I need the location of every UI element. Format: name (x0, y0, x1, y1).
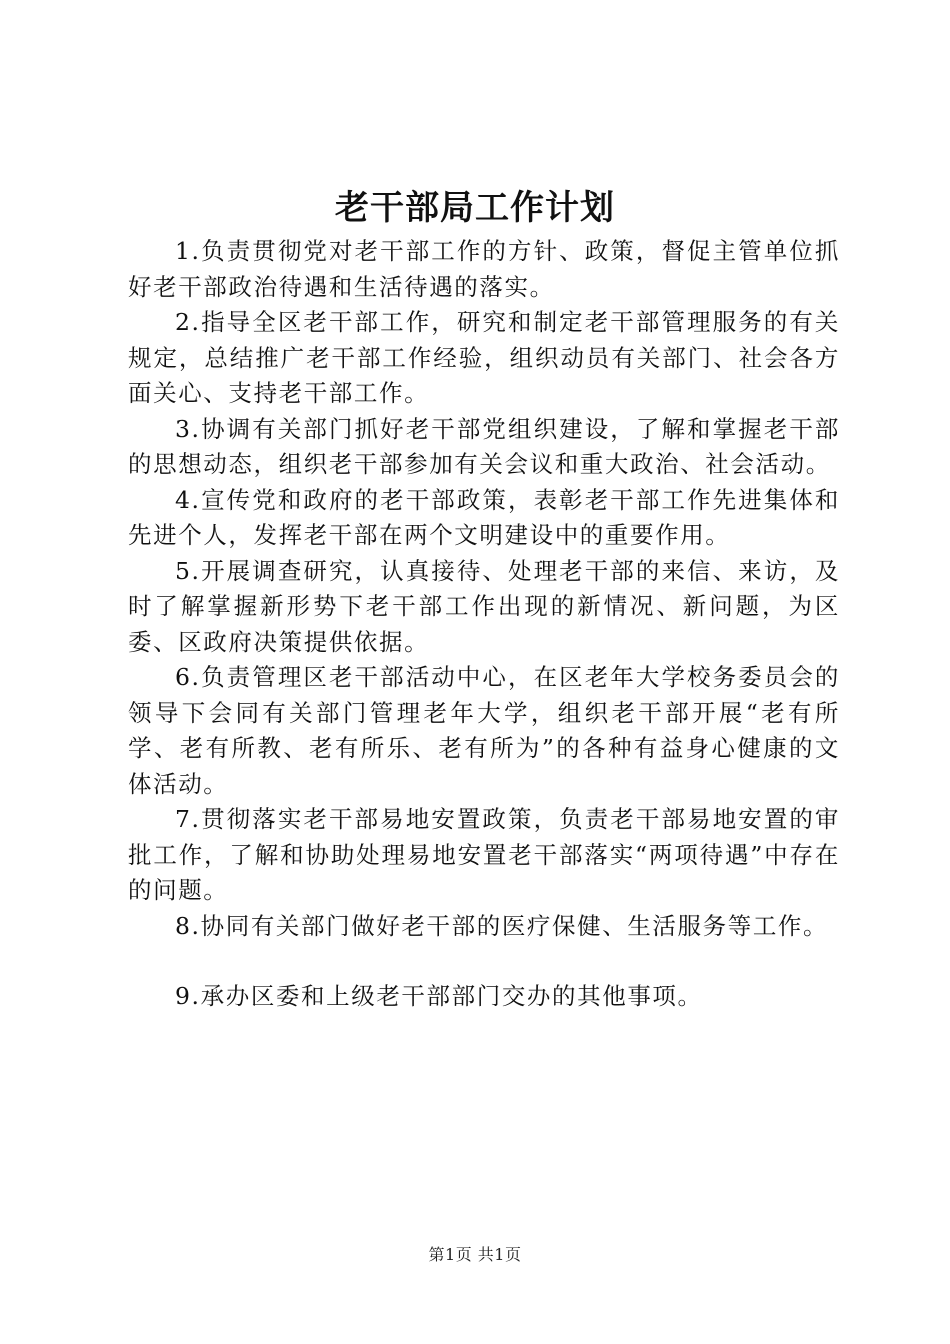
paragraph-1: 1.负责贯彻党对老干部工作的方针、政策，督促主管单位抓好老干部政治待遇和生活待遇的落实。 (128, 237, 840, 301)
paragraph-3: 3.协调有关部门抓好老干部党组织建设，了解和掌握老干部的思想动态，组织老干部参加有关会议和重大政治、社会活动。 (128, 414, 840, 478)
paragraph-2: 2.指导全区老干部工作，研究和制定老干部管理服务的有关规定，总结推广老干部工作经验，组织动员有关部门、社会各方面关心、支持老干部工作。 (128, 308, 840, 407)
document-title: 老干部局工作计划 (335, 188, 615, 228)
paragraph-9: 9.承办区委和上级老干部部门交办的其他事项。 (175, 982, 703, 1010)
paragraph-8: 8.协同有关部门做好老干部的医疗保健、生活服务等工作。 (175, 911, 829, 940)
paragraph-5: 5.开展调查研究，认真接待、处理老干部的来信、来访，及时了解掌握新形势下老干部工作出现的新情况、新问题，为区委、区政府决策提供依据。 (128, 556, 840, 656)
page-footer: 第1页 共1页 (428, 1245, 522, 1264)
document-body (128, 234, 840, 1015)
paragraph-4: 4.宣传党和政府的老干部政策，表彰老干部工作先进集体和先进个人，发挥老干部在两个文明建设中的重要作用。 (128, 485, 840, 549)
paragraph-7: 7.贯彻落实老干部易地安置政策，负责老干部易地安置的审批工作，了解和协助处理易地安置老干部落实“两项待遇”中存在的问题。 (128, 805, 840, 904)
paragraph-6: 6.负责管理区老干部活动中心，在区老年大学校务委员会的领导下会同有关部门管理老年大学，组织老干部开展“老有所学、老有所教、老有所乐、老有所为”的各种有益身心健康的文体活动。 (128, 663, 840, 798)
